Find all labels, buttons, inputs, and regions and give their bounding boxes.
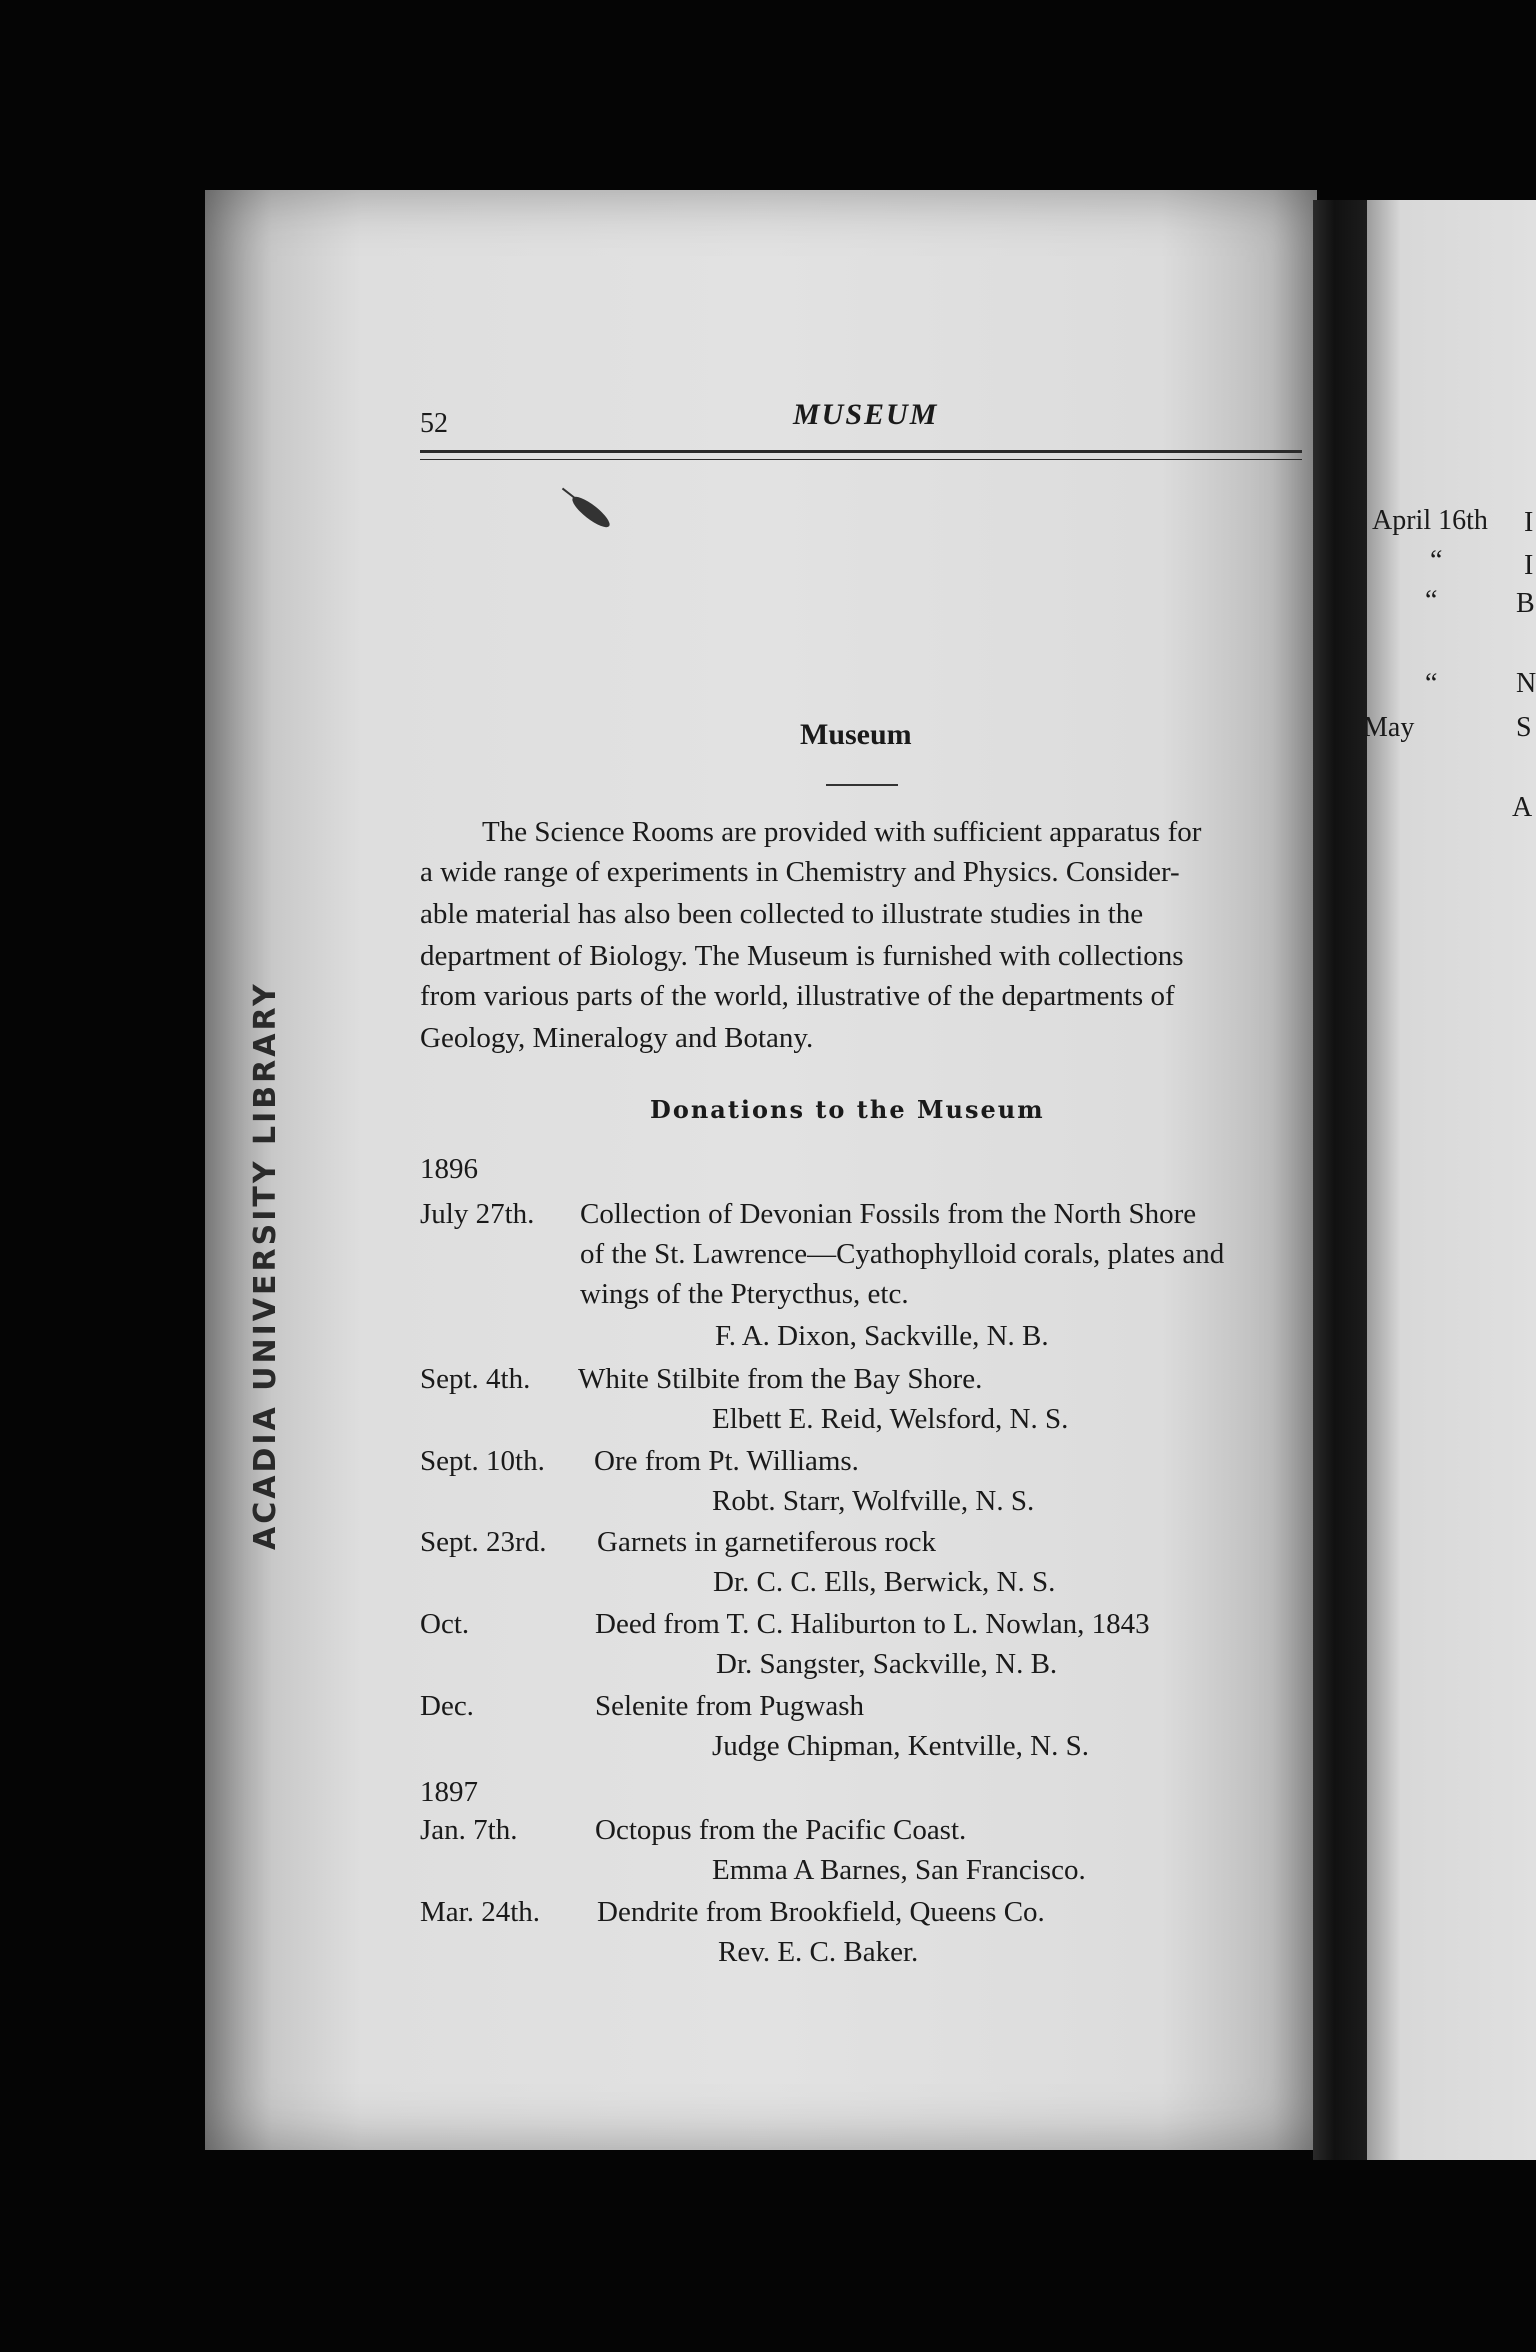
facing-page-letter: B [1516, 588, 1535, 619]
facing-page-text: May [1363, 712, 1415, 743]
donation-date: Dec. [420, 1690, 474, 1722]
year-heading: 1896 [420, 1153, 478, 1185]
intro-line: Geology, Mineralogy and Botany. [420, 1022, 814, 1054]
intro-line: able material has also been collected to illustrate studies in the [420, 898, 1144, 930]
facing-page-letter: I [1524, 550, 1534, 581]
donation-description: Ore from Pt. Williams. [594, 1445, 859, 1477]
facing-page-text: April 16th [1372, 505, 1488, 536]
header-rule-thick [420, 450, 1302, 453]
page-number: 52 [420, 408, 448, 439]
facing-page-letter: A [1512, 792, 1533, 823]
facing-page-letter: I [1524, 507, 1534, 538]
donation-donor: Robt. Starr, Wolfville, N. S. [712, 1485, 1035, 1517]
running-head: MUSEUM [793, 398, 939, 431]
donation-date: July 27th. [420, 1198, 535, 1230]
donation-description: Deed from T. C. Haliburton to L. Nowlan, 1843 [595, 1608, 1150, 1640]
donation-donor: Judge Chipman, Kentville, N. S. [712, 1730, 1089, 1762]
facing-page-edge [1367, 200, 1536, 2160]
donation-date: Sept. 23rd. [420, 1526, 547, 1558]
title-rule [826, 784, 898, 786]
donations-heading: Donations to the Museum [650, 1095, 1045, 1124]
donation-date: Oct. [420, 1608, 470, 1640]
donation-donor: F. A. Dixon, Sackville, N. B. [715, 1320, 1049, 1352]
header-rule-thin [420, 459, 1302, 460]
donation-date: Jan. 7th. [420, 1814, 518, 1846]
donation-description: Garnets in garnetiferous rock [597, 1526, 937, 1558]
donation-description: White Stilbite from the Bay Shore. [578, 1363, 983, 1395]
donation-donor: Dr. Sangster, Sackville, N. B. [716, 1648, 1058, 1680]
facing-page-letter: S [1516, 712, 1532, 743]
intro-line: from various parts of the world, illustrative of the departments of [420, 980, 1175, 1012]
book-gutter [1313, 200, 1367, 2160]
intro-line: a wide range of experiments in Chemistry and Physics. Consider- [420, 856, 1180, 888]
donation-description: Octopus from the Pacific Coast. [595, 1814, 967, 1846]
donation-donor: Dr. C. C. Ells, Berwick, N. S. [713, 1566, 1056, 1598]
facing-page-letter: N [1516, 668, 1536, 699]
donation-description: of the St. Lawrence—Cyathophylloid corals, plates and [580, 1238, 1225, 1270]
intro-line: department of Biology. The Museum is furnished with collections [420, 940, 1184, 972]
library-stamp: ACADIA UNIVERSITY LIBRARY [248, 981, 283, 1550]
donation-description: Selenite from Pugwash [595, 1690, 865, 1722]
facing-page-text: “ [1430, 545, 1443, 576]
donation-description: Dendrite from Brookfield, Queens Co. [597, 1896, 1045, 1928]
donation-date: Mar. 24th. [420, 1896, 541, 1928]
facing-page-text: “ [1425, 585, 1438, 616]
donation-donor: Rev. E. C. Baker. [718, 1936, 919, 1968]
donation-description: wings of the Pterycthus, etc. [580, 1278, 909, 1310]
year-heading: 1897 [420, 1776, 478, 1808]
donation-donor: Emma A Barnes, San Francisco. [712, 1854, 1086, 1886]
facing-page-text: “ [1425, 668, 1438, 699]
donation-date: Sept. 4th. [420, 1363, 531, 1395]
donation-donor: Elbett E. Reid, Welsford, N. S. [712, 1403, 1069, 1435]
intro-line: The Science Rooms are provided with sufficient apparatus for [482, 816, 1202, 848]
donation-description: Collection of Devonian Fossils from the North Shore [580, 1198, 1197, 1230]
donation-date: Sept. 10th. [420, 1445, 545, 1477]
section-title: Museum [800, 718, 912, 751]
